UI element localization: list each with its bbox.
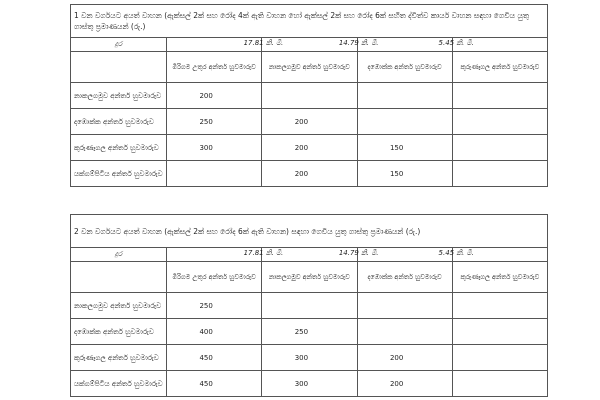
distance-value: 17.81 කි. මී. xyxy=(243,39,284,47)
column-header: නාකලගමුව අන්තර් හුවමාරුව xyxy=(262,262,357,293)
fee-value: 250 xyxy=(294,327,309,336)
fee-cell xyxy=(452,161,547,187)
fee-cell xyxy=(357,161,452,187)
fee-value: 150 xyxy=(389,143,404,152)
table-row xyxy=(71,109,548,135)
distance-cell xyxy=(357,38,474,52)
table-row xyxy=(71,135,548,161)
fee-value: 300 xyxy=(294,379,309,388)
column-header-blank xyxy=(71,52,167,83)
fee-cell xyxy=(357,135,452,161)
table-caption: 1 වන වර්ගයට අයත් වාහන (ඇක්සල් 2ක් සහ රෝද 4ක් ඇති වාහන හෝ ඇක්සල් 2ක් සහ රෝද 6ක් සහිත ද්විත්ව කාර්ය වාහන සඳහා ගෙවිය යුතු ගාස්තු ප්‍රමාණයන් (රු.) xyxy=(71,5,548,38)
row-label: දඹොක්ක අන්තර් හුවමාරුව xyxy=(71,109,167,135)
fee-cell xyxy=(452,371,547,397)
fee-value: 150 xyxy=(389,169,404,178)
table-row xyxy=(71,319,548,345)
row-label: නාකලගමුව අන්තර් හුවමාරුව xyxy=(71,293,167,319)
fee-value: 200 xyxy=(389,379,404,388)
fee-cell xyxy=(262,135,357,161)
fee-cell xyxy=(262,319,357,345)
fee-cell xyxy=(357,371,452,397)
fee-cell xyxy=(262,109,357,135)
fee-value: 250 xyxy=(199,301,213,310)
distance-value: 14.79 කි. මී. xyxy=(338,39,379,47)
fee-cell xyxy=(452,319,547,345)
fee-cell xyxy=(167,319,262,345)
distance-cell xyxy=(262,248,379,262)
fee-cell xyxy=(452,109,547,135)
fee-value: 200 xyxy=(199,91,213,100)
fee-cell xyxy=(167,109,262,135)
row-label: කුරුණෑගල අන්තර් හුවමාරුව xyxy=(71,135,167,161)
column-header: කුරුණෑගල අන්තර් හුවමාරුව xyxy=(452,262,547,293)
distance-label: දුර xyxy=(71,38,167,52)
distance-cell xyxy=(167,38,284,52)
table-row xyxy=(71,293,548,319)
fee-cell xyxy=(262,83,357,109)
distance-value: 17.81 කි. මී. xyxy=(243,249,284,257)
column-header-blank xyxy=(71,262,167,293)
column-header: මීරිගම උතුර අන්තර් හුවමාරුව xyxy=(167,262,262,293)
distance-cell xyxy=(262,38,379,52)
fee-cell xyxy=(167,371,262,397)
fee-value: 200 xyxy=(294,169,309,178)
fee-cell xyxy=(262,345,357,371)
row-label: යක්ගම්පිටිය අන්තර් හුවමාරුව xyxy=(71,161,167,187)
distance-cell xyxy=(357,248,474,262)
fee-cell xyxy=(167,161,262,187)
row-label: නාකලගමුව අන්තර් හුවමාරුව xyxy=(71,83,167,109)
fee-value: 450 xyxy=(199,353,213,362)
fee-value: 200 xyxy=(389,353,404,362)
fee-cell xyxy=(357,319,452,345)
table-caption-row xyxy=(71,215,548,248)
distance-value: 5.45 කි. මී. xyxy=(438,249,474,257)
column-header: කුරුණෑගල අන්තර් හුවමාරුව xyxy=(452,52,547,83)
table-row xyxy=(71,161,548,187)
fee-cell xyxy=(452,83,547,109)
table-row xyxy=(71,345,548,371)
fee-cell xyxy=(167,83,262,109)
fee-value: 450 xyxy=(199,379,213,388)
fee-cell xyxy=(357,345,452,371)
column-header: දඹොක්ක අන්තර් හුවමාරුව xyxy=(357,262,452,293)
table-caption: 2 වන වර්ගයට අයත් වාහන (ඇක්සල් 2ක් සහ රෝද 6ක් ඇති වාහන) සඳහා ගෙවිය යුතු ගාස්තු ප්‍රමාණයන් (රු.) xyxy=(71,215,548,248)
distance-value: 14.79 කි. මී. xyxy=(338,249,379,257)
fee-cell xyxy=(262,371,357,397)
fee-value: 200 xyxy=(294,117,309,126)
column-header: දඹොක්ක අන්තර් හුවමාරුව xyxy=(357,52,452,83)
table-caption-row xyxy=(71,5,548,38)
fee-cell xyxy=(357,109,452,135)
row-label: දඹොක්ක අන්තර් හුවමාරුව xyxy=(71,319,167,345)
fee-cell xyxy=(357,83,452,109)
fee-cell xyxy=(452,293,547,319)
fee-cell xyxy=(167,345,262,371)
column-header-row xyxy=(71,262,548,293)
column-header: මීරිගම උතුර අන්තර් හුවමාරුව xyxy=(167,52,262,83)
fee-value: 300 xyxy=(294,353,309,362)
toll-fee-table-class-2 xyxy=(70,214,548,397)
row-label: කුරුණෑගල අන්තර් හුවමාරුව xyxy=(71,345,167,371)
fee-value: 300 xyxy=(199,143,213,152)
fee-cell xyxy=(167,293,262,319)
fee-cell xyxy=(452,135,547,161)
fee-cell xyxy=(262,161,357,187)
fee-value: 400 xyxy=(199,327,213,336)
toll-fee-table-class-1 xyxy=(70,4,548,187)
fee-cell xyxy=(167,135,262,161)
row-label: යක්ගම්පිටිය අන්තර් හුවමාරුව xyxy=(71,371,167,397)
fee-value: 200 xyxy=(294,143,309,152)
distance-cell xyxy=(167,248,284,262)
distance-value: 5.45 කි. මී. xyxy=(438,39,474,47)
distance-row xyxy=(71,248,548,262)
fee-cell xyxy=(452,345,547,371)
fee-cell xyxy=(262,293,357,319)
table-row xyxy=(71,83,548,109)
fee-value: 250 xyxy=(199,117,213,126)
distance-label: දුර xyxy=(71,248,167,262)
distance-row xyxy=(71,38,548,52)
fee-cell xyxy=(357,293,452,319)
column-header-row xyxy=(71,52,548,83)
table-row xyxy=(71,371,548,397)
column-header: නාකලගමුව අන්තර් හුවමාරුව xyxy=(262,52,357,83)
